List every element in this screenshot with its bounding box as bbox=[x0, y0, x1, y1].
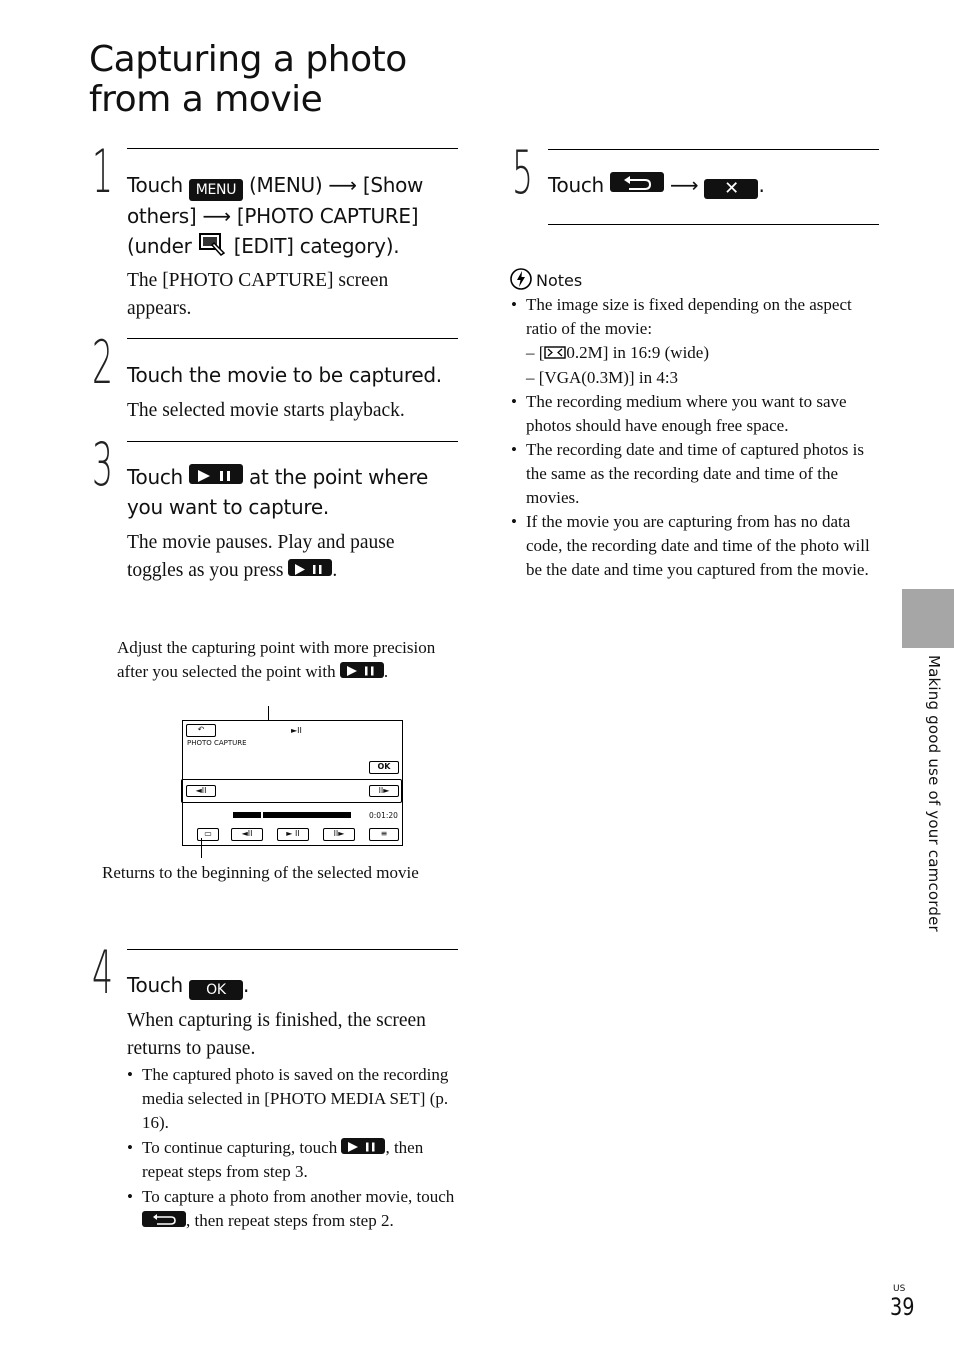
play-pause-icon bbox=[189, 464, 243, 484]
step1-touch: Touch bbox=[127, 173, 183, 197]
close-icon: ✕ bbox=[704, 179, 758, 199]
step4-touch: Touch bbox=[127, 973, 183, 997]
step4-bullet-2-post: , then repeat steps from step 3. bbox=[142, 1138, 424, 1181]
step4-description: When capturing is finished, the screen returns to pause. bbox=[127, 1010, 426, 1059]
play-pause-icon bbox=[341, 1138, 385, 1154]
notes-icon bbox=[510, 268, 532, 295]
callout-line-bottom bbox=[201, 838, 202, 858]
note-1-sub-1-post: 0.2M] in 16:9 (wide) bbox=[566, 343, 710, 362]
play-pause-icon bbox=[288, 559, 332, 576]
step5-rule-bottom bbox=[548, 224, 879, 225]
step2-rule bbox=[127, 338, 458, 339]
step1-number: 1 bbox=[92, 137, 114, 207]
step4-bullet-3-pre: To capture a photo from another movie, touch bbox=[142, 1187, 455, 1206]
step5-touch: Touch bbox=[548, 173, 604, 197]
lcd-frame-back-icon[interactable]: ◄II bbox=[186, 785, 216, 797]
lcd-progress-marker bbox=[261, 812, 263, 818]
step1-under: (under bbox=[127, 234, 192, 258]
step3-description: The movie pauses. Play and pause toggles as you press . bbox=[127, 532, 395, 581]
step3-desc-line1: The movie pauses. Play and pause bbox=[127, 532, 395, 553]
figure-caption-top: Adjust the capturing point with more precision after you selected the point with . bbox=[117, 638, 436, 681]
page-region: US bbox=[893, 1284, 906, 1294]
step1-edit-category: [EDIT] category). bbox=[233, 234, 400, 258]
lcd-screen bbox=[182, 720, 403, 846]
figure-caption-bottom: Returns to the beginning of the selected movie bbox=[102, 863, 419, 882]
page-title-line-1: Capturing a photo bbox=[89, 39, 407, 80]
lcd-progress-bar bbox=[233, 812, 351, 818]
notes-heading-text: Notes bbox=[536, 271, 583, 290]
step1-description: The [PHOTO CAPTURE] screen appears. bbox=[127, 270, 389, 319]
note-4: • If the movie you are capturing from has no data code, the recording date and time of the photo will be the date and time you captured from the movie. bbox=[511, 510, 881, 582]
edit-category-icon bbox=[198, 231, 228, 257]
step4-bullet-3 bbox=[127, 1185, 459, 1233]
note-2: • The recording medium where you want to save photos should have enough free space. bbox=[511, 390, 881, 438]
arrow-right-icon: ⟶ bbox=[328, 173, 357, 197]
step4-instruction: Touch OK . bbox=[127, 973, 250, 998]
page-title-line-2: from a movie bbox=[89, 79, 323, 120]
lcd-return-start-icon[interactable]: ▭ bbox=[197, 828, 219, 841]
note-1-sub-1-pre: – [ bbox=[526, 343, 545, 362]
figure-caption-top-text: Adjust the capturing point with more precision after you selected the point with bbox=[117, 638, 436, 681]
lcd-play-pause-indicator: ►II bbox=[291, 726, 302, 735]
note-1: • The image size is fixed depending on the aspect ratio of the movie: bbox=[511, 293, 881, 341]
lcd-options-icon[interactable]: ≡ bbox=[369, 828, 399, 841]
arrow-right-icon: ⟶ bbox=[670, 173, 699, 197]
step3-rule bbox=[127, 441, 458, 442]
step3-touch: Touch bbox=[127, 465, 183, 489]
step1-rule bbox=[127, 148, 458, 149]
step5-rule-top bbox=[548, 149, 879, 150]
step2-instruction: Touch the movie to be captured. bbox=[127, 363, 442, 387]
step3-instruction bbox=[127, 462, 457, 522]
step2-description: The selected movie starts playback. bbox=[127, 400, 405, 421]
step4-bullet-2-pre: To continue capturing, touch bbox=[142, 1138, 338, 1157]
page-title bbox=[89, 40, 407, 120]
lcd-timecode: 0:01:20 bbox=[369, 811, 398, 820]
lcd-screen-label: PHOTO CAPTURE bbox=[187, 739, 247, 747]
step1-menu-text: (MENU) bbox=[249, 173, 323, 197]
step3-instruction-rest2: you want to capture. bbox=[127, 495, 329, 519]
step3-desc-line2: toggles as you press bbox=[127, 560, 284, 581]
menu-button-icon: MENU bbox=[189, 179, 243, 201]
lcd-forward-icon[interactable]: II► bbox=[323, 828, 355, 841]
step4-bullet-3-post: , then repeat steps from step 2. bbox=[186, 1211, 394, 1230]
step2-number: 2 bbox=[92, 328, 114, 398]
back-icon bbox=[610, 172, 664, 192]
wide-aspect-icon bbox=[544, 342, 566, 366]
step1-instruction bbox=[127, 170, 457, 261]
step3-instruction-rest1: at the point where bbox=[249, 465, 429, 489]
notes-heading bbox=[510, 268, 582, 295]
note-3: • The recording date and time of captured photos is the same as the recording date and time of the movies. bbox=[511, 438, 881, 510]
lcd-ok-button[interactable]: OK bbox=[369, 761, 399, 774]
side-tab-text: Making good use of your camcorder bbox=[925, 655, 943, 932]
step4-number: 4 bbox=[92, 938, 114, 1008]
note-1-sub-2: – [VGA(0.3M)] in 4:3 bbox=[526, 368, 679, 387]
step4-rule bbox=[127, 949, 458, 950]
step1-show: [Show bbox=[362, 173, 424, 197]
step4-bullets bbox=[127, 1063, 459, 1233]
step5-number: 5 bbox=[512, 138, 534, 208]
arrow-right-icon: ⟶ bbox=[202, 204, 231, 228]
ok-button-icon: OK bbox=[189, 980, 243, 1000]
step1-others: others] bbox=[127, 204, 197, 228]
lcd-frame-forward-icon[interactable]: II► bbox=[369, 785, 399, 797]
step5-instruction: Touch ⟶ ✕ . bbox=[548, 173, 765, 199]
page-number: 39 bbox=[890, 1293, 915, 1321]
play-pause-icon bbox=[340, 662, 384, 678]
lcd-play-pause-button[interactable]: ► II bbox=[277, 828, 309, 841]
notes-list bbox=[511, 293, 881, 582]
step4-bullet-1: • The captured photo is saved on the recording media selected in [PHOTO MEDIA SET] (p. 16). bbox=[127, 1063, 459, 1135]
lcd-rewind-icon[interactable]: ◄II bbox=[231, 828, 263, 841]
back-icon bbox=[142, 1211, 186, 1227]
note-1-sub-1 bbox=[511, 341, 881, 366]
step3-number: 3 bbox=[92, 430, 114, 500]
side-tab-marker bbox=[902, 589, 954, 648]
step1-photo-capture: [PHOTO CAPTURE] bbox=[236, 204, 419, 228]
lcd-back-icon[interactable]: ↶ bbox=[186, 724, 216, 737]
step4-bullet-2 bbox=[127, 1136, 459, 1184]
